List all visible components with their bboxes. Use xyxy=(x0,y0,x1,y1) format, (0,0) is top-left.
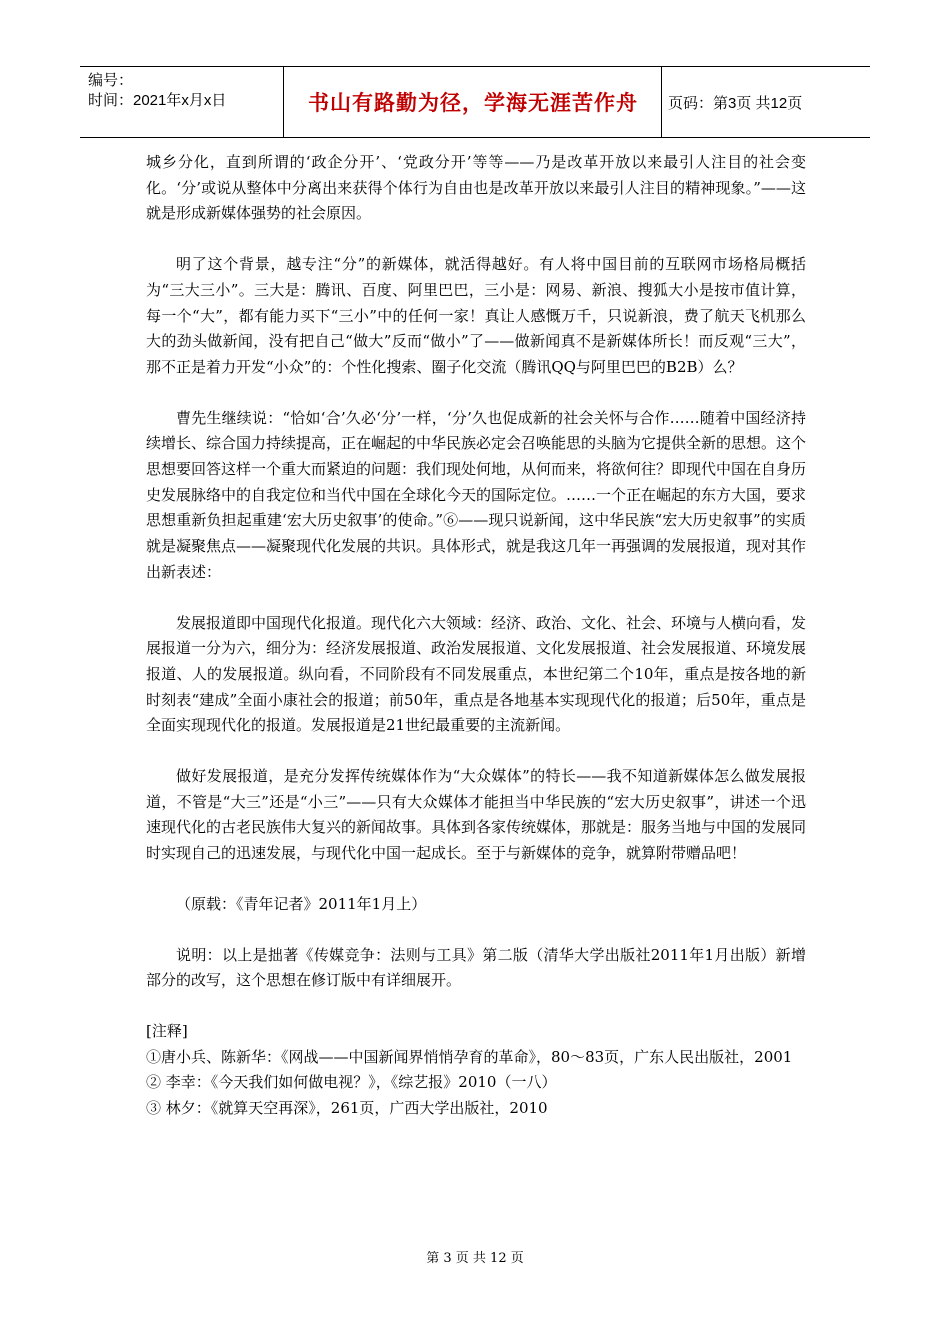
paragraph-4: 发展报道即中国现代化报道。现代化六大领域：经济、政治、文化、社会、环境与人横向看，发展报道一分为六，细分为：经济发展报道、政治发展报道、文化发展报道、社会发展报道、环境发展报道、人的发展报道。纵向看，不同阶段有不同发展重点，本世纪第二个10年，重点是按各地的新时刻表“建成”全面小康社会的报道；前50年，重点是各地基本实现现代化的报道；后50年，重点是全面实现现代化的报道。发展报道是21世纪最重要的主流新闻。 xyxy=(146,613,807,735)
explanation-note: 说明：以上是拙著《传媒竞争：法则与工具》第二版（清华大学出版社2011年1月出版）新增部分的改写，这个思想在修订版中有详细展开。 xyxy=(146,945,806,990)
paragraph-3: 曹先生继续说：“恰如‘合’久必‘分’一样，‘分’久也促成新的社会关怀与合作……随着中国经济持续增长、综合国力持续提高，正在崛起的中华民族必定会召唤能思的头脑为它提供全新的思想。这个思想要回答这样一个重大而紧迫的问题：我们现处何地，从何而来，将欲何往？即现代中国在自身历史发展脉络中的自我定位和当代中国在全球化今天的国际定位。……一个正在崛起的东方大国，要求思想重新负担起重建‘宏大历史叙事’的使命。”⑥——现只说新闻，这中华民族“宏大历史叙事”的实质就是凝聚焦点——凝聚现代化发展的共识。具体形式，就是我这几年一再强调的发展报道，现对其作出新表述： xyxy=(146,408,807,581)
note-item-2: ② 李幸：《今天我们如何做电视？》，《综艺报》2010（一八） xyxy=(146,1073,557,1092)
paragraph-5: 做好发展报道，是充分发挥传统媒体作为“大众媒体”的特长——我不知道新媒体怎么做发展报道，不管是“大三”还是“小三”——只有大众媒体才能担当中华民族的“宏大历史叙事”，讲述一个迅速现代化的古老民族伟大复兴的新闻故事。具体到各家传统媒体，那就是：服务当地与中国的发展同时实现自己的迅速发展，与现代化中国一起成长。至于与新媒体的竞争，就算附带赠品吧！ xyxy=(146,767,807,863)
header-motto: 书山有路勤为径，学海无涯苦作舟 xyxy=(285,67,662,137)
source-citation: （原载：《青年记者》2011年1月上） xyxy=(176,894,427,913)
document-body xyxy=(146,150,806,1122)
page-footer: 第 3 页 共 12 页 xyxy=(426,1251,524,1266)
paragraph-1: 城乡分化，直到所谓的‘政企分开’、‘党政分开’等等——乃是改革开放以来最引人注目的社会变化。‘分’或说从整体中分离出来获得个体行为自由也是改革开放以来最引人注目的精神现象。”——这就是形成新媒体强势的社会原因。 xyxy=(146,153,806,223)
notes-section xyxy=(146,1019,806,1122)
document-time-label: 时间：2021年x月x日 xyxy=(88,92,227,109)
note-item-1: ①唐小兵、陈新华：《网战——中国新闻界悄悄孕育的革命》，80～83页，广东人民出版社，2001 xyxy=(146,1047,793,1066)
header-page-info: 页码：第3页 共12页 xyxy=(668,94,803,112)
notes-heading: [注释] xyxy=(146,1021,188,1040)
page-header xyxy=(80,66,870,138)
paragraph-2: 明了这个背景，越专注“分”的新媒体，就活得越好。有人将中国目前的互联网市场格局概括为“三大三小”。三大是：腾讯、百度、阿里巴巴，三小是：网易、新浪、搜狐大小是按市值计算，每一个“大”，都有能力买下“三小”中的任何一家！真让人感慨万千，只说新浪，费了航天飞机那么大的劲头做新闻，没有把自己“做大”反而“做小”了——做新闻真不是新媒体所长！而反观“三大”，那不正是着力开发“小众”的：个性化搜索、圈子化交流（腾讯QQ与阿里巴巴的B2B）么？ xyxy=(146,255,806,376)
note-item-3: ③ 林夕：《就算天空再深》，261页，广西大学出版社，2010 xyxy=(146,1099,548,1118)
document-number-label: 编号： xyxy=(88,72,134,89)
header-meta xyxy=(80,67,284,137)
